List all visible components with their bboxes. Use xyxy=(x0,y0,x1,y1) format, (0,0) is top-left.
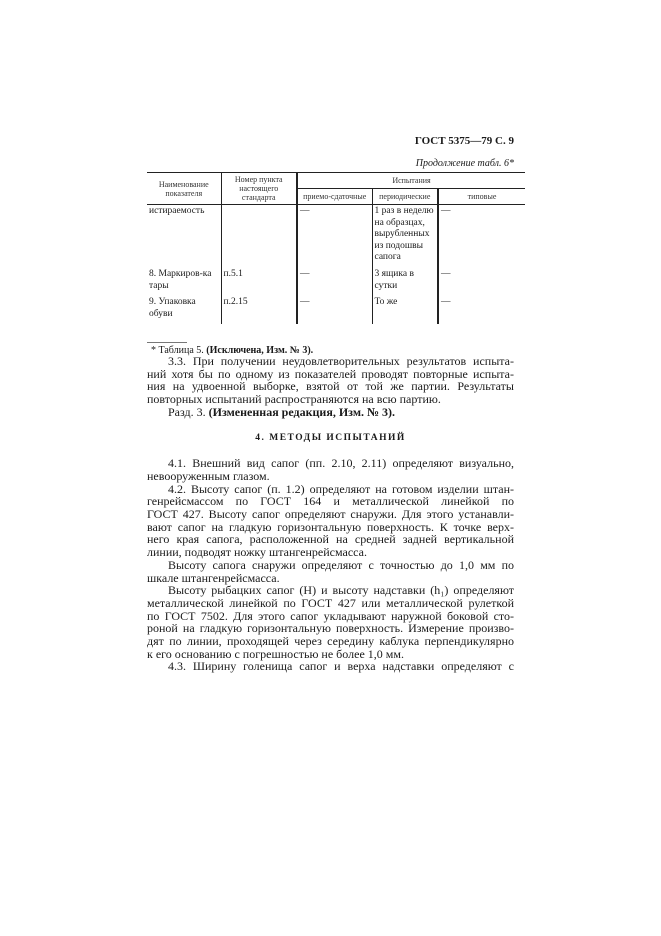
paragraph-height-outside xyxy=(147,559,514,584)
text-line: шкале штангенрейсмасса. xyxy=(147,570,280,585)
cell-periodic: 1 раз в неделю на образцах, вырубленных из подошвы сапога xyxy=(372,205,438,268)
section-title: 4. МЕТОДЫ ИСПЫТАНИЙ xyxy=(255,432,406,443)
text-line: генрейсмассом по ГОСТ 164 и металлической линейкой по xyxy=(147,494,514,509)
paragraph-fishing-boots xyxy=(147,584,514,660)
cell-periodic: 3 ящика в сутки xyxy=(372,268,438,296)
text-line: ний хотя бы по одному из показателей проводят повторные испыта- xyxy=(147,366,514,381)
text-line: него края сапога, расположенной на средней задней вертикальной xyxy=(147,532,514,547)
table-row xyxy=(147,205,525,268)
col-header-clause: Номер пункта настоящего стандарта xyxy=(221,173,297,205)
footnote-amendment: (Исключена, Изм. № 3). xyxy=(206,345,314,356)
cell-clause: п.5.1 xyxy=(221,268,297,296)
cell-name: 9. Упаковка обуви xyxy=(149,297,196,319)
text-line: к его основанию с погрешностью не более 1,0 мм. xyxy=(147,646,404,661)
text-line: 4.1. Внешний вид сапог (пп. 2.10, 2.11) определяют визуально, xyxy=(168,456,514,471)
tests-table xyxy=(147,172,525,324)
paragraph-3-3 xyxy=(147,355,514,406)
text-line: 4.3. Ширину голенища сапог и верха надставки определяют с xyxy=(168,659,514,674)
text-line: металлической линейкой по ГОСТ 427 или металлической рулеткой xyxy=(147,595,514,610)
cell-name: 8. Маркиров-ка тары xyxy=(149,268,212,291)
cell-name: истираемость xyxy=(149,206,205,216)
table-row xyxy=(147,296,525,324)
col-header-tests: Испытания xyxy=(297,173,525,189)
text-line: вают сапог на гладкую горизонтальную поверхность. К точке верх- xyxy=(147,519,514,534)
text-line: линии, подводят ножку штангенрейсмасса. xyxy=(147,545,367,560)
table-row xyxy=(147,268,525,296)
text-line: невооруженным глазом. xyxy=(147,468,270,483)
cell-type: — xyxy=(438,296,525,324)
cell-periodic: То же xyxy=(372,296,438,324)
text-line: дят по линии, проходящей через середину каблука перпендикулярно xyxy=(147,634,514,649)
cell-acceptance: — xyxy=(297,296,372,324)
cell-type: — xyxy=(438,268,525,296)
amendment-note: (Измененная редакция, Изм. № 3). xyxy=(208,404,396,419)
text-line: повторных испытаний распространяются на всю партию. xyxy=(147,392,441,407)
paragraph-4-3 xyxy=(147,660,514,673)
cell-acceptance: — xyxy=(297,205,372,268)
text-line: Высоту сапога снаружи определяют с точностью до 1,0 мм по xyxy=(168,557,514,572)
col-header-type: типовые xyxy=(438,189,525,205)
footnote-divider xyxy=(147,342,187,343)
col-header-acceptance: приемо-сдаточные xyxy=(297,189,372,205)
text-line: Высоту рыбацких сапог (H) и высоту надставки (h₁) определяют xyxy=(168,583,514,598)
paragraph-4-2 xyxy=(147,483,514,559)
footnote-text: * Таблица 5. xyxy=(151,345,207,356)
text-line: 3.3. При получении неудовлетворительных результатов испыта- xyxy=(168,354,514,368)
cell-type: — xyxy=(438,205,525,268)
cell-acceptance: — xyxy=(297,268,372,296)
cell-clause: п.2.15 xyxy=(221,296,297,324)
document-reference: ГОСТ 5375—79 С. 9 xyxy=(414,135,514,147)
col-header-name: Наименование показателя xyxy=(147,173,221,205)
section-3-amendment xyxy=(147,406,514,419)
body-text xyxy=(147,355,514,673)
text-line: по ГОСТ 7502. Для этого сапог укладывают наружной боковой сто- xyxy=(147,608,514,623)
table-continuation-label: Продолжение табл. 6* xyxy=(415,158,514,169)
col-header-periodic: периодические xyxy=(372,189,438,205)
cell-clause xyxy=(221,205,297,268)
text-line: ния на удвоенной выборке, взятой от той же партии. Результаты xyxy=(147,379,514,394)
paragraph-4-1 xyxy=(147,457,514,482)
text-line: ГОСТ 427. Высоту сапог определяют снаружи. Для этого устанавли- xyxy=(147,507,514,522)
amendment-prefix: Разд. 3. xyxy=(168,404,209,419)
text-line: 4.2. Высоту сапог (п. 1.2) определяют на готовом изделии штан- xyxy=(168,481,514,496)
text-line: роной на гладкую горизонтальную поверхность. Измерение произво- xyxy=(147,621,514,636)
